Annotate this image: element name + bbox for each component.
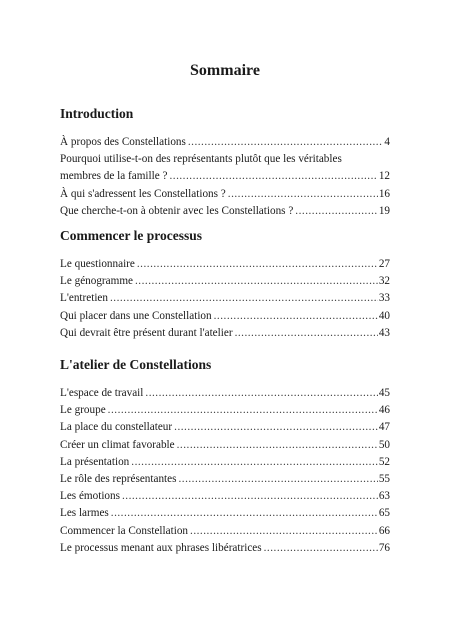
dot-leader xyxy=(295,203,378,220)
entry-page-number: 52 xyxy=(378,455,390,468)
toc-entry[interactable] xyxy=(60,308,390,325)
entry-label: La place du constellateur xyxy=(60,421,173,434)
entry-label: Que cherche-t-on à obtenir avec les Constellations ? xyxy=(60,204,294,217)
entry-page-number: 76 xyxy=(378,541,390,554)
entry-page-number: 4 xyxy=(384,136,390,148)
toc-entry[interactable] xyxy=(60,437,390,454)
entry-label-line-1: Pourquoi utilise-t-on des représentants plutôt que les véritables xyxy=(60,153,342,166)
toc-entry[interactable] xyxy=(60,419,390,436)
entry-page-number: 63 xyxy=(378,490,390,503)
entry-page-number: 33 xyxy=(378,292,390,305)
entry-page-number: 12 xyxy=(378,170,390,183)
entry-page-number: 66 xyxy=(378,524,390,537)
dot-leader xyxy=(137,256,378,273)
dot-leader xyxy=(108,402,378,419)
entry-label: Le groupe xyxy=(60,404,106,417)
entry-page-number: 40 xyxy=(378,309,390,322)
dot-leader xyxy=(228,186,378,203)
toc-entry[interactable] xyxy=(60,454,390,471)
toc-entry[interactable] xyxy=(60,471,390,488)
dot-leader xyxy=(264,540,378,557)
section-heading: L'atelier de Constellations xyxy=(60,357,212,372)
entry-label: Les larmes xyxy=(60,507,109,520)
toc-section-introduction xyxy=(60,105,390,220)
toc-section-commencer xyxy=(60,227,390,342)
dot-leader xyxy=(177,437,378,454)
entry-label: La présentation xyxy=(60,455,130,468)
entry-label: Le génogramme xyxy=(60,275,133,288)
dot-leader xyxy=(188,134,384,151)
dot-leader xyxy=(178,471,377,488)
toc-entry[interactable] xyxy=(60,402,390,419)
entry-label: L'entretien xyxy=(60,292,108,305)
dot-leader xyxy=(214,308,378,325)
section-heading: Commencer le processus xyxy=(60,228,202,243)
entry-label: Les émotions xyxy=(60,490,120,503)
toc-entry[interactable] xyxy=(60,290,390,307)
entry-label: Le processus menant aux phrases libératrices xyxy=(60,541,262,554)
toc-entry[interactable] xyxy=(60,273,390,290)
dot-leader xyxy=(145,385,377,402)
toc-entry[interactable] xyxy=(60,203,390,220)
dot-leader xyxy=(174,419,378,436)
entry-label: Qui devrait être présent durant l'atelier xyxy=(60,326,233,339)
dot-leader xyxy=(122,488,378,505)
toc-entry[interactable] xyxy=(60,385,390,402)
entry-page-number: 16 xyxy=(378,187,390,200)
entry-page-number: 19 xyxy=(378,204,390,217)
toc-entry[interactable] xyxy=(60,168,390,185)
entry-label: Le rôle des représentantes xyxy=(60,472,177,485)
entry-page-number: 27 xyxy=(378,258,390,270)
dot-leader xyxy=(235,325,378,342)
entry-page-number: 50 xyxy=(378,438,390,451)
entry-page-number: 45 xyxy=(378,387,390,399)
toc-entry[interactable] xyxy=(60,505,390,522)
toc-entry[interactable] xyxy=(60,186,390,203)
toc-entry[interactable] xyxy=(60,256,390,273)
dot-leader xyxy=(135,273,378,290)
section-heading: Introduction xyxy=(60,106,134,121)
dot-leader xyxy=(190,523,378,540)
toc-section-atelier xyxy=(60,356,390,557)
entry-page-number: 47 xyxy=(378,421,390,434)
page-title: Sommaire xyxy=(190,62,260,79)
toc-entry[interactable] xyxy=(60,134,390,151)
toc-entry[interactable] xyxy=(60,325,390,342)
entry-page-number: 55 xyxy=(378,472,390,485)
dot-leader xyxy=(110,290,378,307)
entry-label: Commencer la Constellation xyxy=(60,524,189,537)
toc-entry[interactable] xyxy=(60,540,390,557)
entry-label: Créer un climat favorable xyxy=(60,438,175,451)
entry-label: L'espace de travail xyxy=(60,387,144,399)
toc-entry[interactable] xyxy=(60,523,390,540)
entry-label: Le questionnaire xyxy=(60,258,135,270)
entry-label: Qui placer dans une Constellation xyxy=(60,309,212,322)
entry-label: À propos des Constellations xyxy=(60,136,186,148)
dot-leader xyxy=(131,454,378,471)
entry-page-number: 46 xyxy=(378,404,390,417)
entry-page-number: 65 xyxy=(378,507,390,520)
dot-leader xyxy=(111,505,378,522)
dot-leader xyxy=(169,168,377,185)
entry-label: membres de la famille ? xyxy=(60,170,168,183)
toc-entry[interactable] xyxy=(60,488,390,505)
entry-label: À qui s'adressent les Constellations ? xyxy=(60,187,226,200)
entry-page-number: 32 xyxy=(378,275,390,288)
entry-page-number: 43 xyxy=(378,326,390,339)
